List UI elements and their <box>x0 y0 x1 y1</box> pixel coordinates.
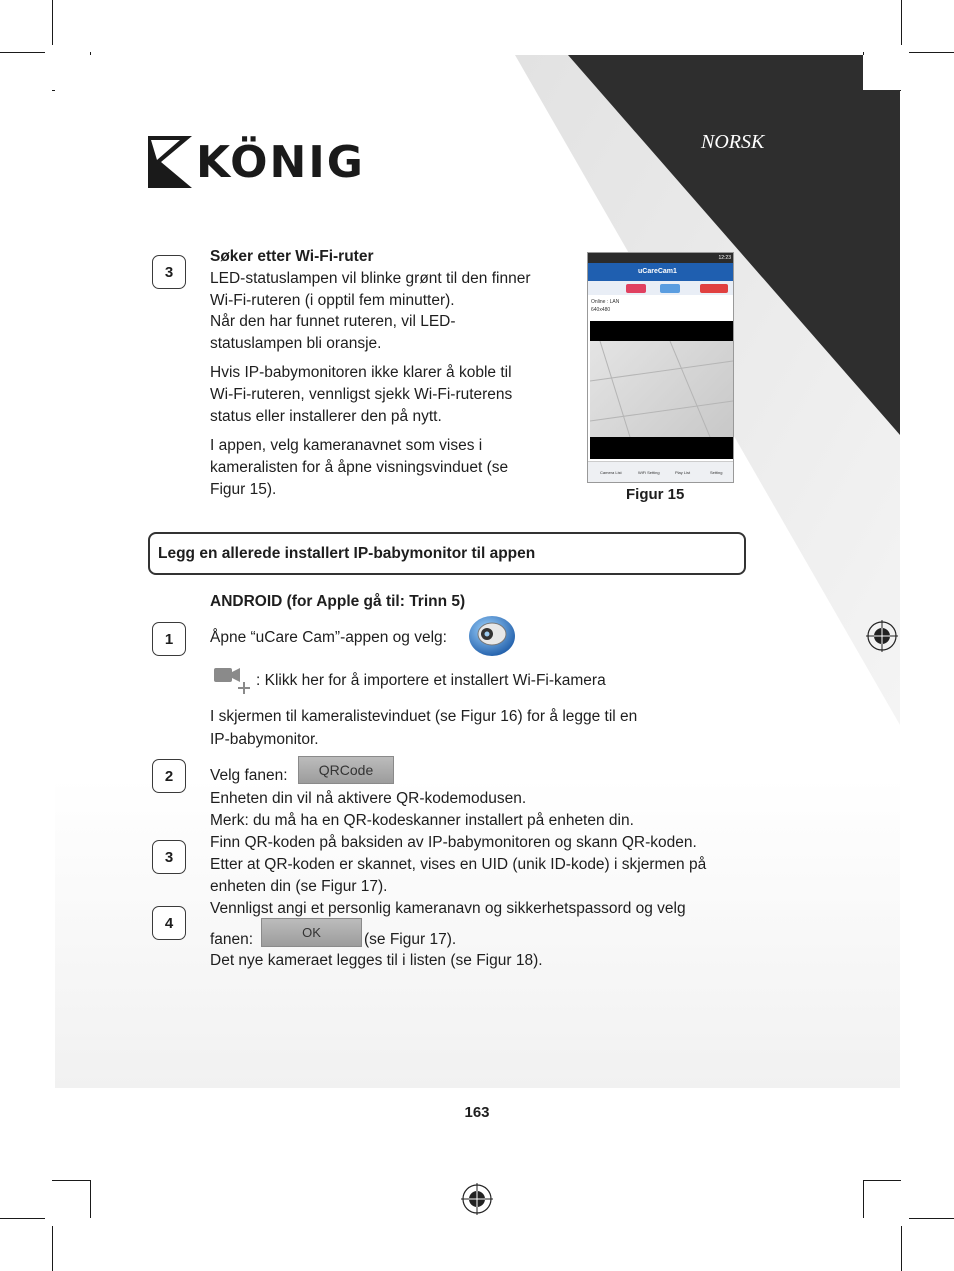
crop-mark <box>52 0 53 45</box>
status-bar <box>588 253 734 263</box>
text-line: Etter at QR-koden er skannet, vises en UID (unik ID-kode) i skjermen på <box>210 856 707 873</box>
text-line: I skjermen til kameralistevinduet (se Figur 16) for å legge til en <box>210 708 638 725</box>
tab-play-list: Play List <box>675 470 691 475</box>
app-bottom-tabs <box>588 461 734 483</box>
status-time: 12:23 <box>718 255 731 261</box>
text-line: kameralisten for å åpne visningsvinduet (se <box>210 459 509 476</box>
android-heading: ANDROID (for Apple gå til: Trinn 5) <box>210 593 466 610</box>
text-line: Hvis IP-babymonitoren ikke klarer å koble til <box>210 364 512 381</box>
text-line: statuslampen bli oransje. <box>210 335 382 352</box>
registration-mark-icon <box>866 620 898 652</box>
language-label: NORSK <box>701 131 765 153</box>
step1-text: Åpne “uCare Cam”-appen og velg: <box>210 629 447 646</box>
crop-mark <box>863 1180 901 1181</box>
text-line: Finn QR-koden på baksiden av IP-babymonitoren og skann QR-koden. <box>210 834 697 851</box>
text-line: enheten din (se Figur 17). <box>210 878 388 895</box>
ok-tab-button: OK <box>261 918 362 947</box>
video-bar-bottom <box>590 437 733 459</box>
step-number: 2 <box>152 759 186 793</box>
step4-suffix: (se Figur 17). <box>364 931 457 948</box>
crop-mark <box>0 1218 45 1219</box>
step2-prefix: Velg fanen: <box>210 767 288 784</box>
app-toolbar <box>588 281 734 295</box>
page-number: 163 <box>464 1104 490 1121</box>
brand-wordmark: KÖNIG <box>196 137 365 188</box>
alarm-icon <box>700 284 728 293</box>
record-icon <box>626 284 646 293</box>
text-line: Merk: du må ha en QR-kodeskanner installert på enheten din. <box>210 812 634 829</box>
text-line: I appen, velg kameranavnet som vises i <box>210 437 483 454</box>
konig-k-icon <box>148 136 192 188</box>
info-panel <box>588 295 734 321</box>
app-titlebar <box>588 263 734 281</box>
crop-mark <box>909 1218 954 1219</box>
text-line: Når den har funnet ruteren, vil LED- <box>210 313 456 330</box>
text-line: IP-babymonitor. <box>210 731 319 748</box>
video-bar-top <box>590 321 733 341</box>
section-title-box <box>148 532 746 575</box>
crop-mark <box>0 52 45 53</box>
crop-mark <box>901 1226 902 1271</box>
tab-camera-list: Camera List <box>600 470 622 475</box>
info-line: 640x480 <box>591 307 611 313</box>
info-line: Online : LAN <box>591 299 620 305</box>
text-line: status eller installerer den på nytt. <box>210 408 442 425</box>
text-line: Wi-Fi-ruteren, vennligst sjekk Wi-Fi-ruterens <box>210 386 513 403</box>
text-line: Figur 15). <box>210 481 277 498</box>
step-heading: Søker etter Wi-Fi-ruter <box>210 248 374 265</box>
text-line: LED-statuslampen vil blinke grønt til den finner <box>210 270 531 287</box>
video-image <box>590 341 733 437</box>
qrcode-tab-button: QRCode <box>298 756 394 784</box>
section-title: Legg en allerede installert IP-babymonitor til appen <box>158 545 536 562</box>
ucare-cam-app-icon <box>467 614 517 658</box>
video-feed <box>590 341 733 437</box>
text-line: Vennligst angi et personlig kameranavn og sikkerhetspassord og velg <box>210 900 686 917</box>
add-camera-icon <box>212 666 254 696</box>
speaker-icon <box>660 284 680 293</box>
tab-wifi-setting: WiFi Setting <box>638 470 660 475</box>
crop-mark <box>90 1180 91 1218</box>
import-text: : Klikk her for å importere et installert Wi-Fi-kamera <box>256 672 606 689</box>
crop-mark <box>901 0 902 45</box>
step-number: 3 <box>152 255 186 289</box>
crop-mark <box>52 1180 90 1181</box>
text-line: Wi-Fi-ruteren (i opptil fem minutter). <box>210 292 455 309</box>
registration-mark-icon <box>461 1183 493 1215</box>
step-number: 1 <box>152 622 186 656</box>
tab-setting: Setting <box>710 470 723 475</box>
app-title: uCareCam1 <box>638 268 677 275</box>
text-line: Enheten din vil nå aktivere QR-kodemodusen. <box>210 790 527 807</box>
figure15-caption: Figur 15 <box>626 486 685 503</box>
crop-mark <box>863 1180 864 1218</box>
step-number: 3 <box>152 840 186 874</box>
step4-prefix: fanen: <box>210 931 254 948</box>
text-line: Det nye kameraet legges til i listen (se Figur 18). <box>210 952 543 969</box>
step-number: 4 <box>152 906 186 940</box>
figure15-screenshot <box>587 252 734 483</box>
crop-mark <box>909 52 954 53</box>
konig-logo <box>148 136 365 190</box>
crop-mark <box>52 1226 53 1271</box>
